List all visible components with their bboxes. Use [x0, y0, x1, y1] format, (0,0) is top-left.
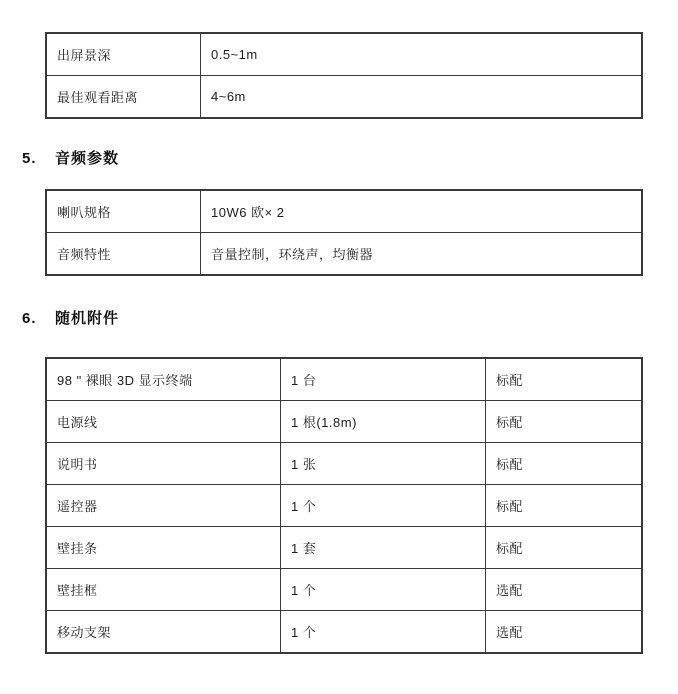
table-cell: 1 个	[281, 485, 486, 527]
table-cell: 移动支架	[47, 611, 281, 653]
table-row	[47, 401, 642, 443]
table-cell: 选配	[486, 569, 642, 611]
table-cell: 1 根(1.8m)	[281, 401, 486, 443]
audio-spec-table-body	[47, 191, 642, 275]
table-cell: 1 台	[281, 359, 486, 401]
table-cell: 标配	[486, 527, 642, 569]
audio-spec-table	[46, 190, 642, 275]
table-cell: 音频特性	[47, 233, 201, 275]
section-number: 6.	[22, 310, 37, 327]
table-cell: 1 个	[281, 611, 486, 653]
table-row	[47, 233, 642, 275]
table-cell: 0.5~1m	[201, 34, 642, 76]
table-cell: 1 套	[281, 527, 486, 569]
table-row	[47, 443, 642, 485]
section-heading-audio	[22, 147, 119, 168]
section-title: 音频参数	[55, 150, 120, 167]
display-depth-table	[46, 33, 642, 118]
table-cell: 选配	[486, 611, 642, 653]
table-cell: 标配	[486, 485, 642, 527]
table-cell: 标配	[486, 359, 642, 401]
table-row	[47, 527, 642, 569]
section-number: 5.	[22, 150, 37, 167]
section-heading-accessories	[22, 307, 119, 328]
table-cell: 出屏景深	[47, 34, 201, 76]
table-cell: 标配	[486, 443, 642, 485]
accessories-table	[46, 358, 642, 653]
table-cell: 1 个	[281, 569, 486, 611]
table-cell: 98 " 裸眼 3D 显示终端	[47, 359, 281, 401]
table-cell: 遥控器	[47, 485, 281, 527]
table-cell: 1 张	[281, 443, 486, 485]
table-cell: 喇叭规格	[47, 191, 201, 233]
table-row	[47, 359, 642, 401]
table-cell: 壁挂条	[47, 527, 281, 569]
display-depth-table-body	[47, 34, 642, 118]
table-cell: 电源线	[47, 401, 281, 443]
table-cell: 说明书	[47, 443, 281, 485]
table-cell: 标配	[486, 401, 642, 443]
accessories-table-body	[47, 359, 642, 653]
section-title: 随机附件	[55, 310, 120, 327]
table-row	[47, 611, 642, 653]
table-row	[47, 34, 642, 76]
table-cell: 最佳观看距离	[47, 76, 201, 118]
table-cell: 音量控制，环绕声，均衡器	[201, 233, 642, 275]
table-row	[47, 569, 642, 611]
table-cell: 10W6 欧× 2	[201, 191, 642, 233]
table-row	[47, 191, 642, 233]
table-cell: 壁挂框	[47, 569, 281, 611]
table-row	[47, 76, 642, 118]
table-row	[47, 485, 642, 527]
table-cell: 4~6m	[201, 76, 642, 118]
